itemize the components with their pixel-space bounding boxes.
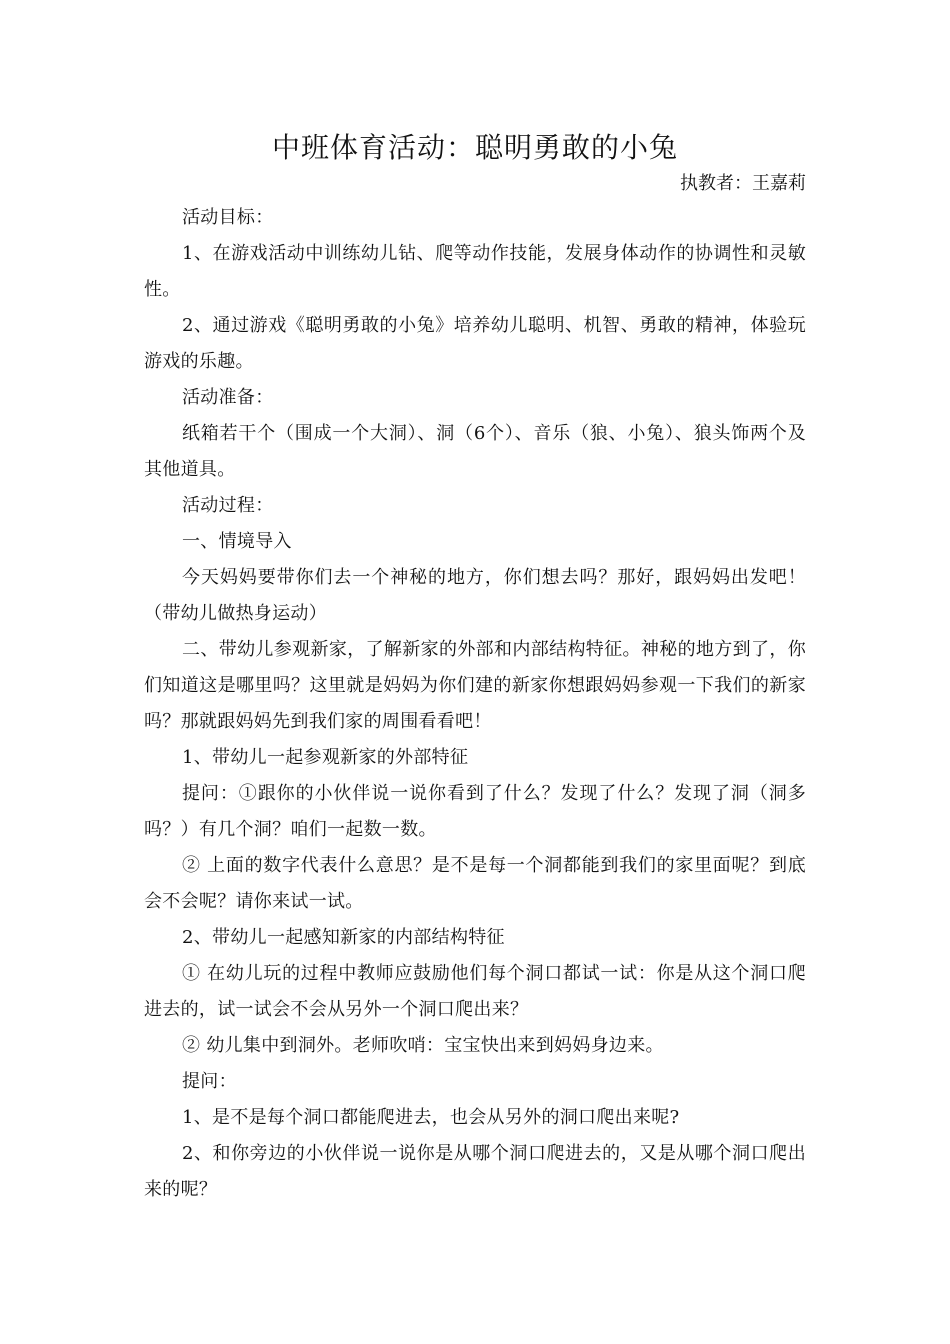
paragraph-step-1-heading: 一、情境导入 [182,531,292,552]
paragraph-process-heading: 活动过程： [182,495,274,516]
paragraph-ask-heading: 提问： [182,1071,237,1092]
document-title: 中班体育活动：聪明勇敢的小兔 [271,131,678,164]
paragraph-preparation-heading: 活动准备： [182,387,274,408]
paragraph-step-2: 二、带幼儿参观新家，了解新家的外部和内部结构特征。神秘的地方到了，你们知道这是哪里吗？这里就是妈妈为你们建的新家你想跟妈妈参观一下我们的新家吗？那就跟妈妈先到我们家的周围看看吧！ [144,639,806,732]
paragraph-preparation: 纸箱若干个（围成一个大洞）、洞（6个）、音乐（狼、小兔）、狼头饰两个及其他道具。 [144,423,806,480]
paragraph-question-2: ② 上面的数字代表什么意思？是不是每一个洞都能到我们的家里面呢？到底会不会呢？请你来试一试。 [144,855,806,912]
paragraph-ask-1: 1、是不是每个洞口都能爬进去，也会从另外的洞口爬出来呢? [182,1107,680,1128]
paragraph-substep-2: 2、带幼儿一起感知新家的内部结构特征 [182,927,505,948]
paragraph-step-1-text: 今天妈妈要带你们去一个神秘的地方，你们想去吗？那好，跟妈妈出发吧！（带幼儿做热身运动） [144,567,806,624]
paragraph-goal-1: 1、在游戏活动中训练幼儿钻、爬等动作技能，发展身体动作的协调性和灵敏性。 [144,243,806,300]
document-author: 执教者：王嘉莉 [680,173,806,194]
paragraph-question-1: 提问：①跟你的小伙伴说一说你看到了什么？发现了什么？发现了洞（洞多吗？）有几个洞？咱们一起数一数。 [144,783,806,840]
paragraph-item-2: ② 幼儿集中到洞外。老师吹哨：宝宝快出来到妈妈身边来。 [182,1035,664,1056]
paragraph-goal-2: 2、通过游戏《聪明勇敢的小兔》培养幼儿聪明、机智、勇敢的精神，体验玩游戏的乐趣。 [144,315,806,372]
paragraph-ask-2: 2、和你旁边的小伙伴说一说你是从哪个洞口爬进去的，又是从哪个洞口爬出来的呢？ [144,1143,806,1200]
paragraph-item-1: ① 在幼儿玩的过程中教师应鼓励他们每个洞口都试一试：你是从这个洞口爬进去的，试一试会不会从另外一个洞口爬出来？ [144,963,806,1020]
paragraph-goals-heading: 活动目标： [182,207,274,228]
paragraph-substep-1: 1、带幼儿一起参观新家的外部特征 [182,747,469,768]
